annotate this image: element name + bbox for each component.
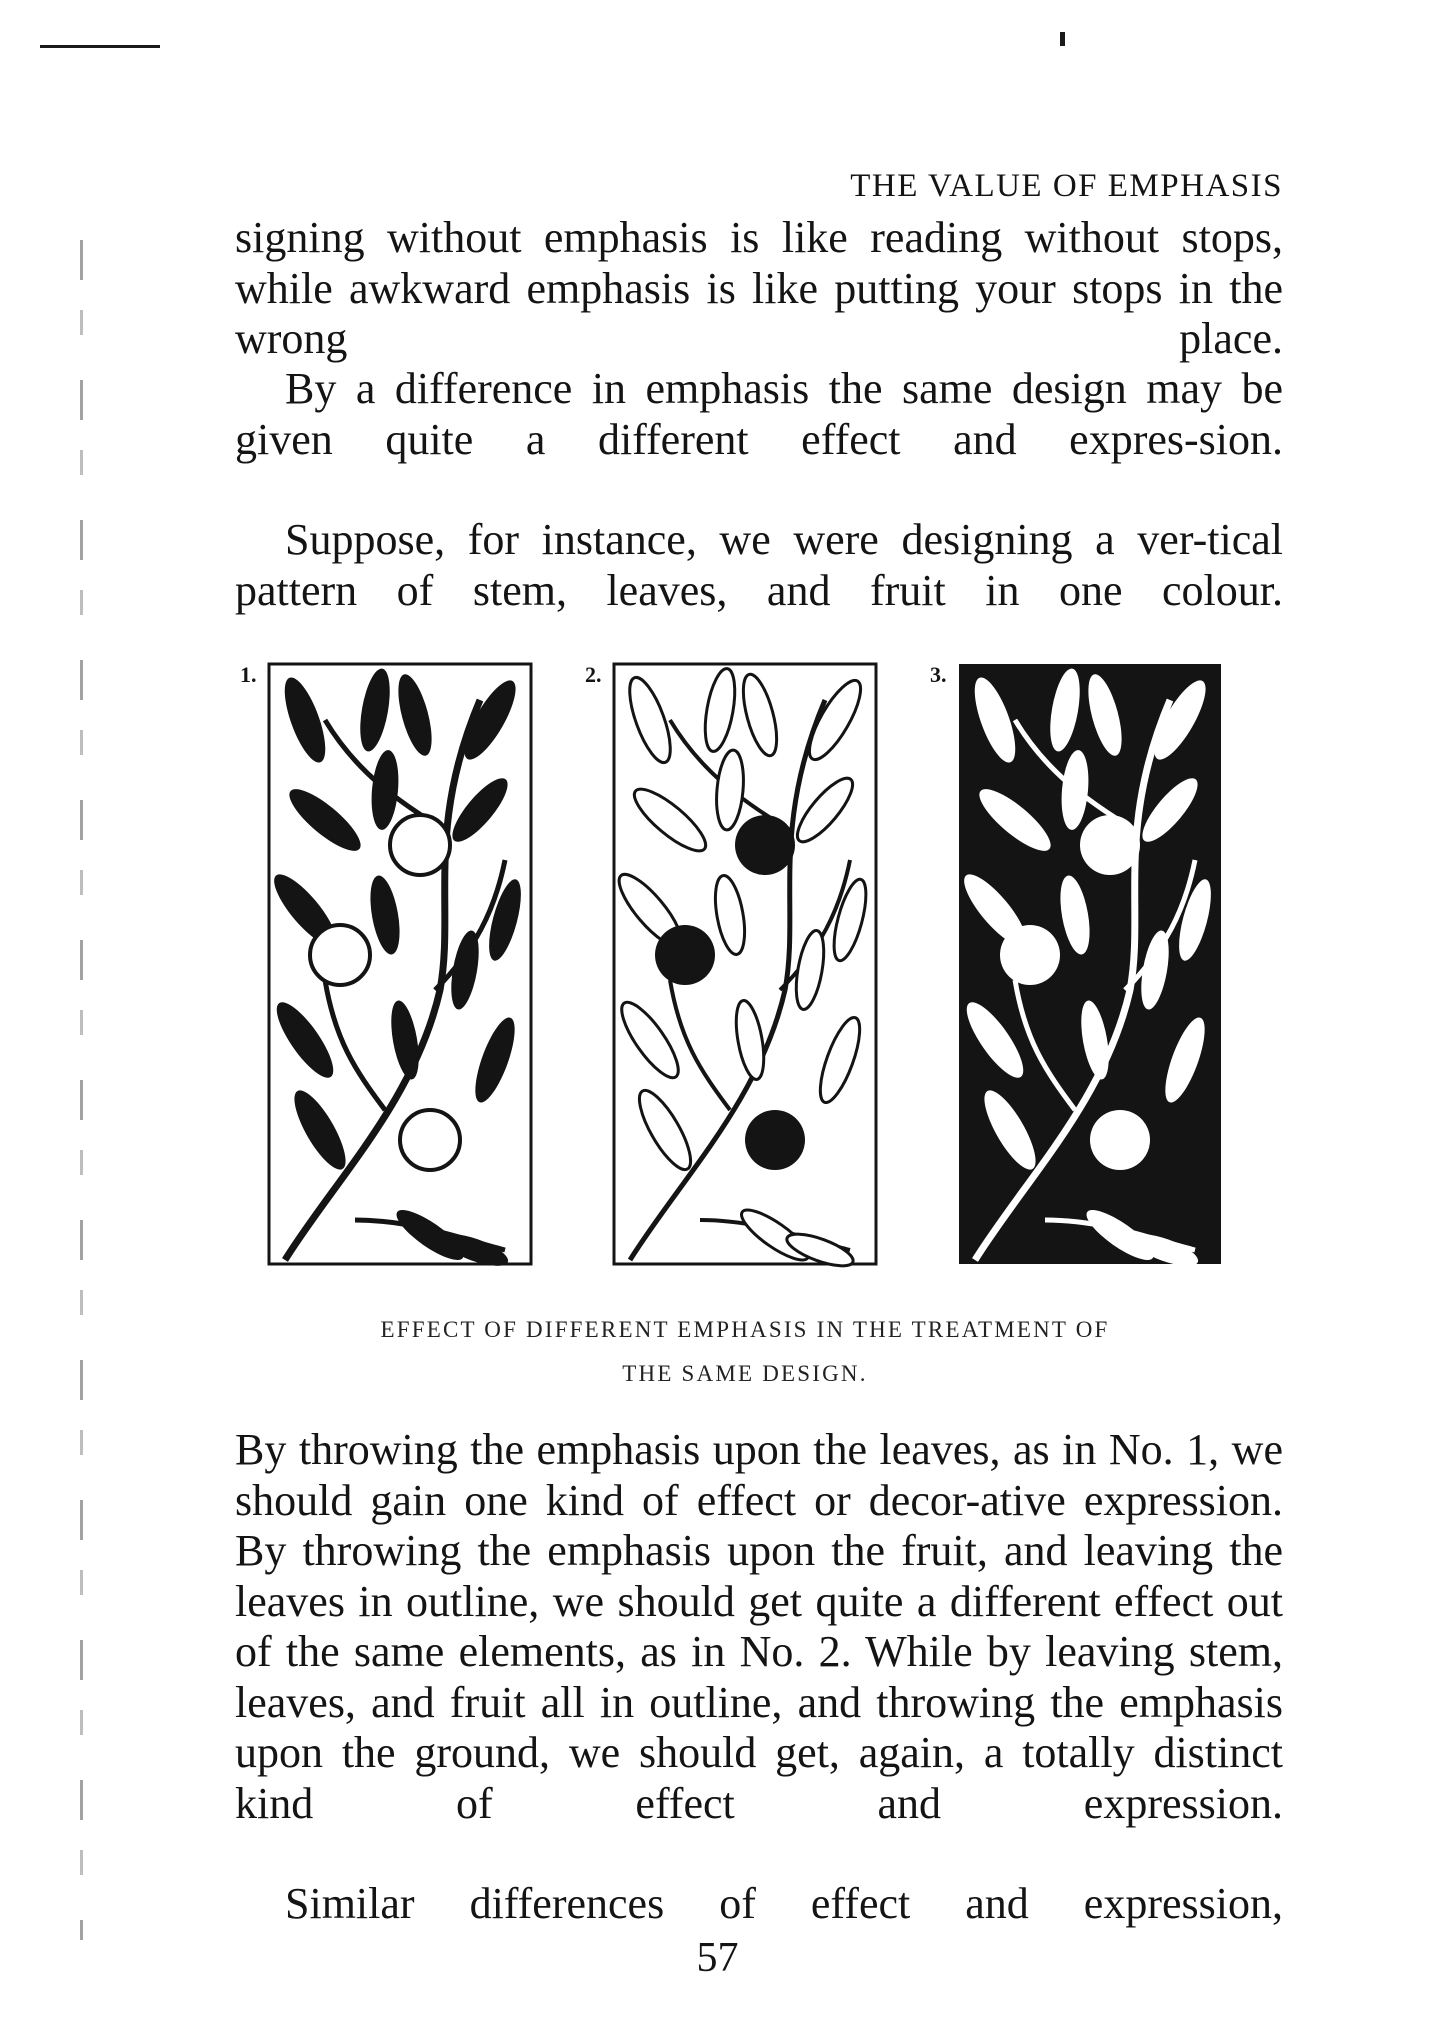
panel-2 [585,660,885,1280]
page-number: 57 [696,1935,739,1981]
panel-3-number: 3. [930,662,947,687]
panel-1-illustration [265,660,535,1270]
panel-1-number: 1. [240,662,257,687]
paragraph-5: Similar differences of effect and expression, [285,1879,1283,1928]
panel-2-illustration [610,660,880,1270]
panel-3 [930,660,1240,1280]
panel-2-number: 2. [585,662,602,687]
paragraph-2: By a difference in emphasis the same design may be given quite a different effect and expres-sion. [235,364,1283,464]
paragraph-1: signing without emphasis is like reading without stops, while awkward emphasis is like putting your stops in the wrong place. [235,213,1283,363]
figure-caption [240,1308,1250,1396]
panel-3-illustration [955,660,1225,1270]
scan-edge-mark [40,45,160,48]
scan-speck [1060,32,1065,46]
caption-line-2: THE SAME DESIGN. [622,1361,868,1386]
binding-gutter [80,240,83,1940]
paragraph-3: Suppose, for instance, we were designing a ver-tical pattern of stem, leaves, and fruit in one colour. [235,515,1283,615]
paragraph-4: By throwing the emphasis upon the leaves, as in No. 1, we should gain one kind of effect or decor-ative expression. By throwing the emphasis upon the fruit, and leaving the leaves in outline, we should get quite a different effect out of the same elements, as in No. 2. While by leaving stem, leaves, and fruit all in outline, and throwing the emphasis upon the ground, we should get, again, a totally distinct kind of effect and expression. [235,1425,1283,1828]
caption-line-1: EFFECT OF DIFFERENT EMPHASIS IN THE TREATMENT OF [380,1317,1110,1342]
running-head: THE VALUE OF EMPHASIS [850,168,1283,204]
figure-emphasis-panels [240,660,1250,1280]
panel-1 [240,660,540,1280]
